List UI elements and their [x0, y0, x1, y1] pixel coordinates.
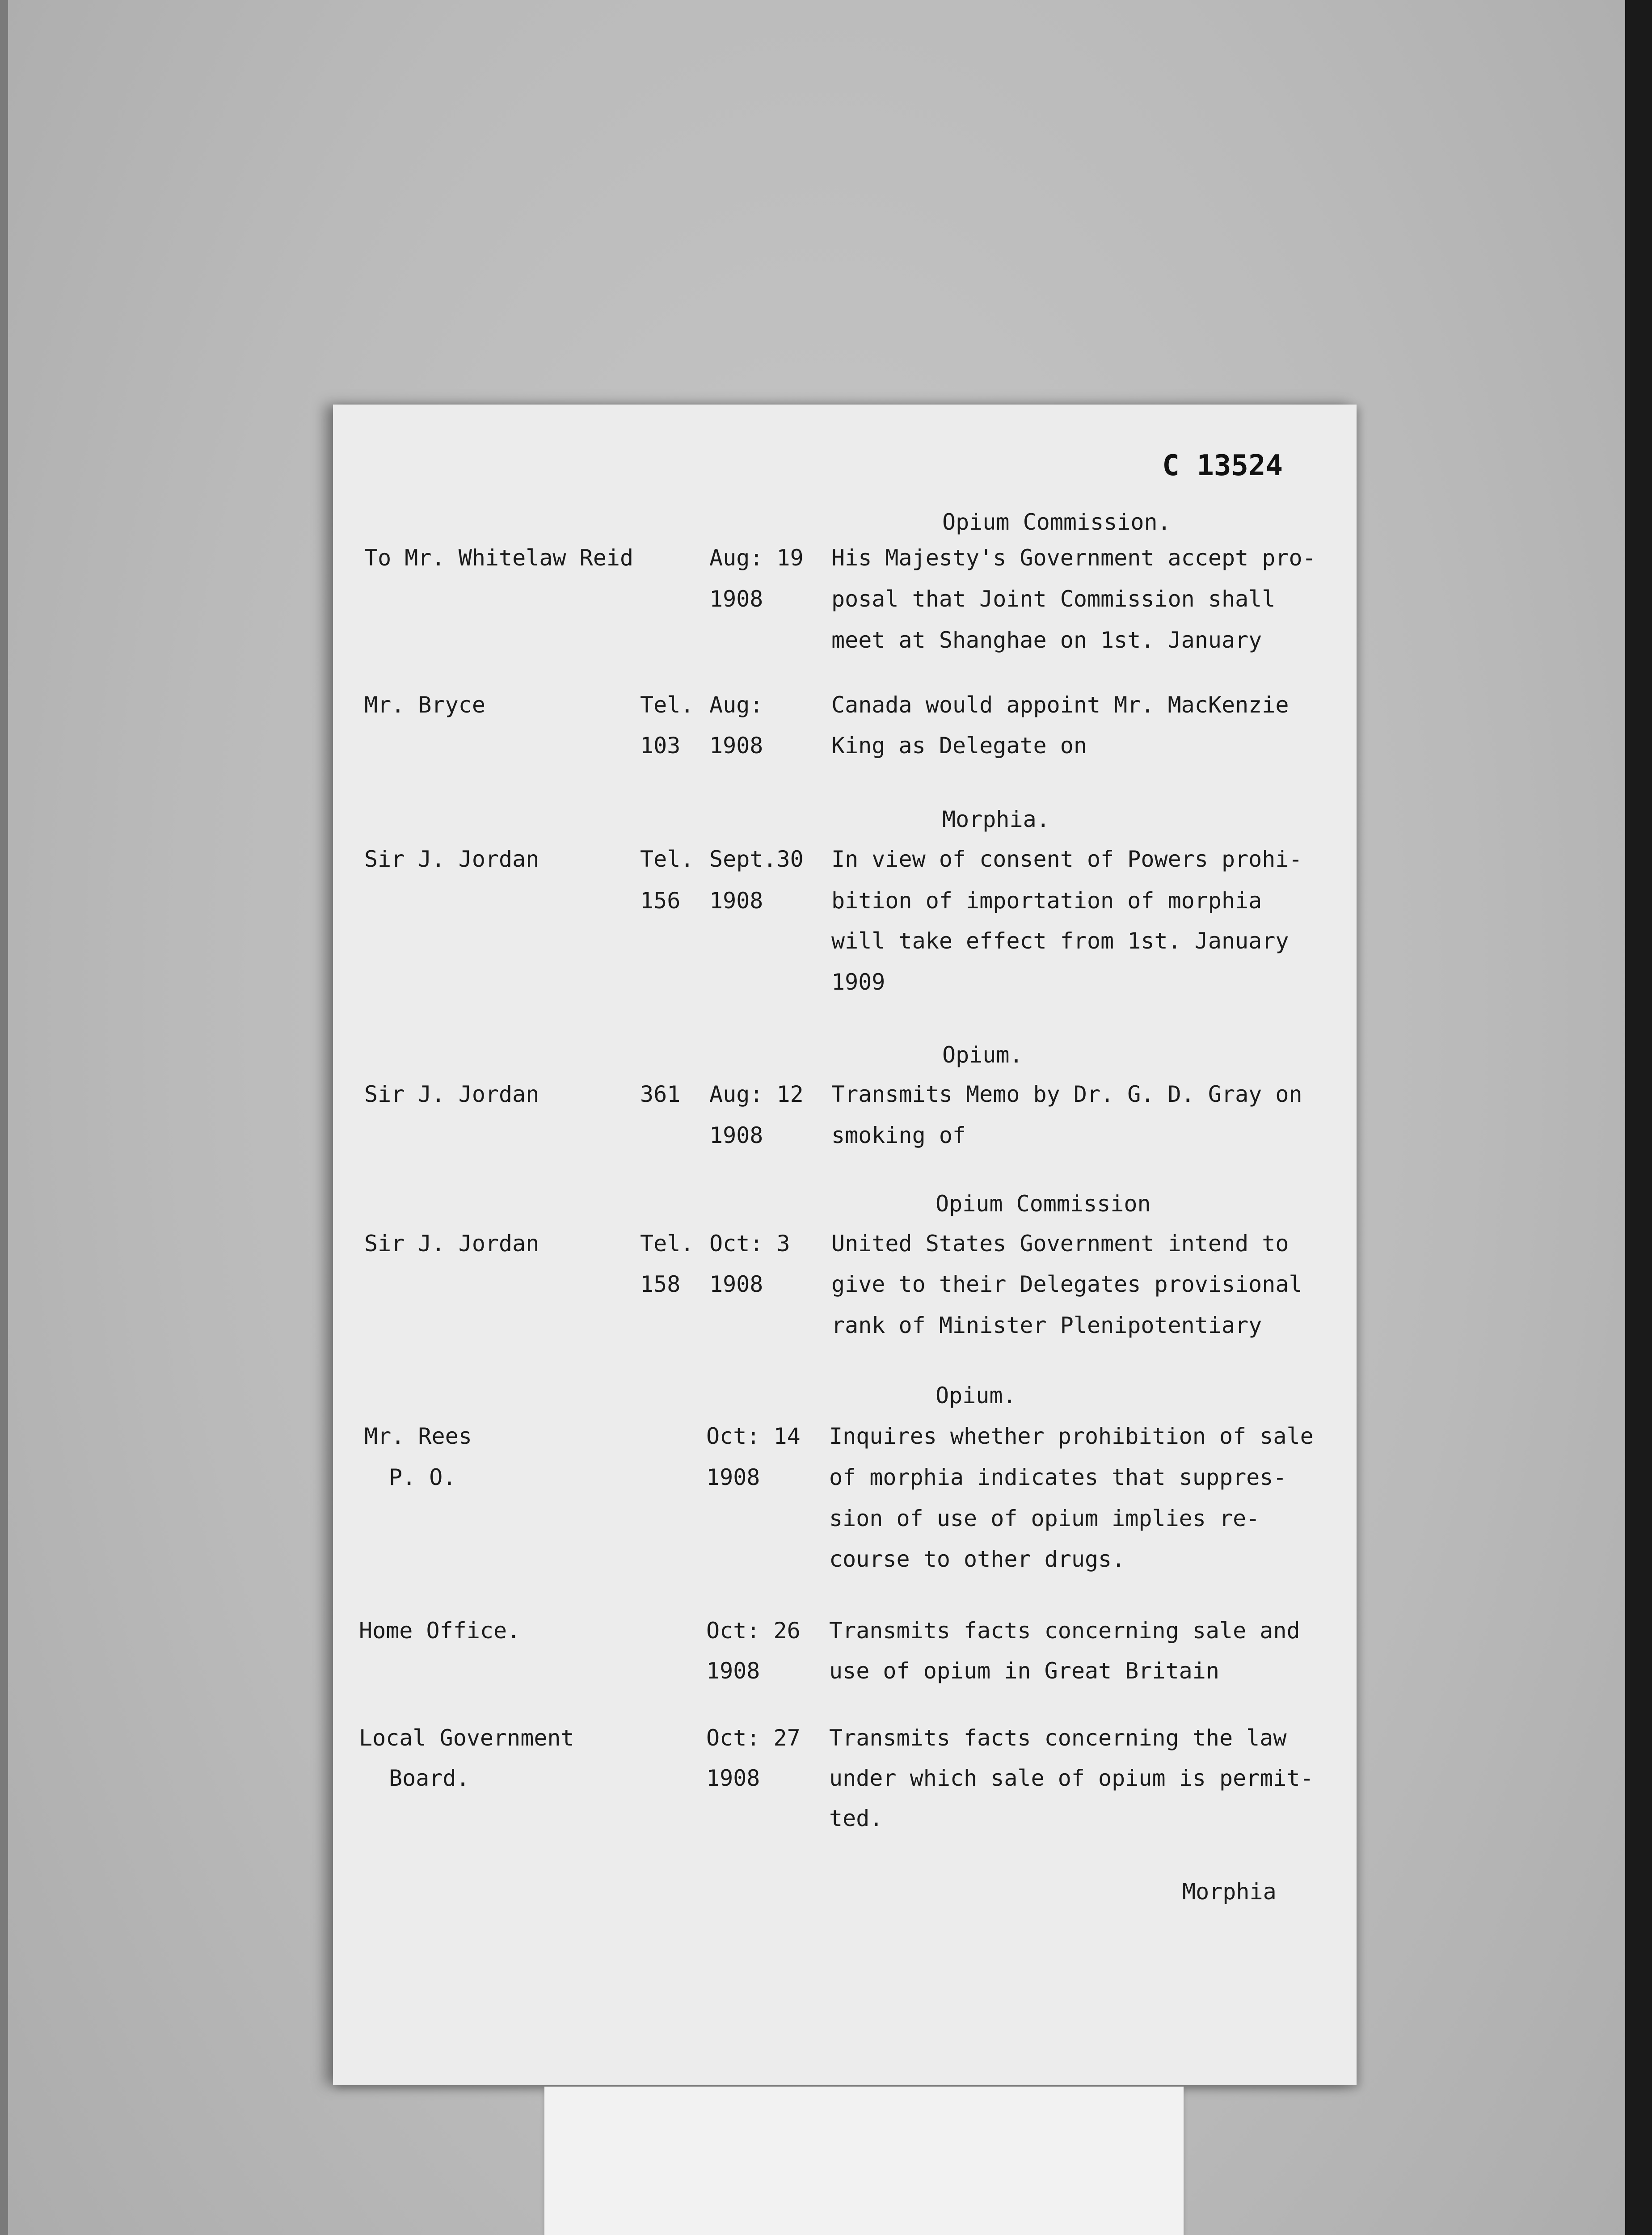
summary-line: United States Government intend to: [831, 1231, 1289, 1257]
document-reference-number: C 13524: [1162, 449, 1283, 482]
entry-year: 1908: [709, 1271, 763, 1297]
correspondent: Mr. Rees: [364, 1423, 472, 1449]
summary-line: His Majesty's Government accept pro-: [831, 545, 1316, 571]
summary-line: give to their Delegates provisional: [831, 1271, 1302, 1297]
entry-date: Aug: 19: [709, 545, 804, 571]
summary-line: rank of Minister Plenipotentiary: [831, 1312, 1262, 1338]
summary-line: smoking of: [831, 1122, 966, 1148]
entry-year: 1908: [709, 586, 763, 612]
summary-line: posal that Joint Commission shall: [831, 586, 1276, 612]
summary-line: use of opium in Great Britain: [829, 1658, 1219, 1684]
entry-date: Sept.30: [709, 846, 804, 872]
entry-year: 1908: [709, 888, 763, 914]
summary-line: of morphia indicates that suppres-: [829, 1464, 1287, 1490]
correspondent: Local Government: [359, 1725, 574, 1751]
telegram-number: 103: [640, 733, 681, 759]
summary-line: In view of consent of Powers prohi-: [831, 846, 1302, 872]
summary-line: Canada would appoint Mr. MacKenzie: [831, 692, 1289, 718]
document-sheet: [333, 405, 1357, 2085]
telegram-ref: Tel.: [640, 846, 694, 872]
despatch-number: 361: [640, 1081, 681, 1107]
summary-line: sion of use of opium implies re-: [829, 1505, 1260, 1531]
entry-year: 1908: [706, 1658, 760, 1684]
correspondent-dept: P. O.: [389, 1464, 456, 1490]
correspondent: Sir J. Jordan: [364, 846, 539, 872]
archive-label-card: [544, 2087, 1184, 2235]
telegram-ref: Tel.: [640, 692, 694, 718]
telegram-number: 156: [640, 888, 681, 914]
section-heading: Opium.: [936, 1383, 1016, 1408]
section-heading: Opium Commission: [936, 1191, 1151, 1217]
summary-line: 1909: [831, 969, 885, 995]
section-heading: Opium.: [942, 1042, 1023, 1068]
entry-date: Aug:: [709, 692, 763, 718]
summary-line: meet at Shanghae on 1st. January: [831, 627, 1262, 653]
entry-year: 1908: [709, 1122, 763, 1148]
film-edge-right: [1625, 0, 1652, 2235]
summary-line: Inquires whether prohibition of sale: [829, 1423, 1314, 1449]
film-edge-left: [0, 0, 8, 2235]
section-heading: Opium Commission.: [942, 509, 1171, 535]
entry-date: Oct: 26: [706, 1618, 801, 1644]
correspondent: Sir J. Jordan: [364, 1231, 539, 1257]
entry-date: Aug: 12: [709, 1081, 804, 1107]
correspondent-dept: Board.: [389, 1765, 470, 1791]
correspondent: Mr. Bryce: [364, 692, 485, 718]
entry-year: 1908: [706, 1464, 760, 1490]
summary-line: Transmits Memo by Dr. G. D. Gray on: [831, 1081, 1302, 1107]
entry-date: Oct: 3: [709, 1231, 790, 1257]
summary-line: will take effect from 1st. January: [831, 928, 1289, 954]
summary-line: King as Delegate on: [831, 733, 1087, 759]
summary-line: bition of importation of morphia: [831, 888, 1262, 914]
summary-line: under which sale of opium is permit-: [829, 1765, 1314, 1791]
correspondent: To Mr. Whitelaw Reid: [364, 545, 634, 571]
entry-year: 1908: [706, 1765, 760, 1791]
catchword: Morphia: [1182, 1879, 1277, 1905]
summary-line: course to other drugs.: [829, 1546, 1125, 1572]
entry-year: 1908: [709, 733, 763, 759]
entry-date: Oct: 14: [706, 1423, 801, 1449]
correspondent: Sir J. Jordan: [364, 1081, 539, 1107]
summary-line: Transmits facts concerning the law: [829, 1725, 1287, 1751]
summary-line: Transmits facts concerning sale and: [829, 1618, 1300, 1644]
entry-date: Oct: 27: [706, 1725, 801, 1751]
summary-line: ted.: [829, 1805, 883, 1831]
telegram-ref: Tel.: [640, 1231, 694, 1257]
telegram-number: 158: [640, 1271, 681, 1297]
correspondent: Home Office.: [359, 1618, 521, 1644]
section-heading: Morphia.: [942, 806, 1050, 832]
